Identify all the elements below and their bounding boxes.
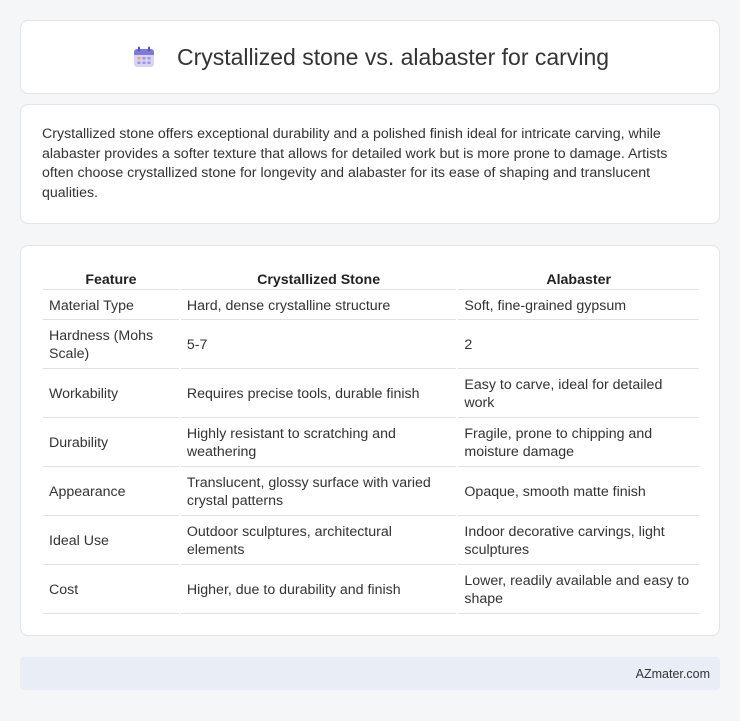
description-card xyxy=(20,104,720,224)
table-row xyxy=(43,469,699,516)
table-row xyxy=(43,322,699,369)
alabaster-cell: Fragile, prone to chipping and moisture damage xyxy=(458,420,699,467)
crystallized-stone-cell: Higher, due to durability and finish xyxy=(181,567,457,614)
table-header-row xyxy=(43,268,699,290)
crystallized-stone-cell: 5-7 xyxy=(181,322,457,369)
page-title: Crystallized stone vs. alabaster for carving xyxy=(176,43,610,70)
alabaster-cell: Lower, readily available and easy to shape xyxy=(458,567,699,614)
alabaster-cell: Opaque, smooth matte finish xyxy=(458,469,699,516)
crystallized-stone-cell: Highly resistant to scratching and weathering xyxy=(181,420,457,467)
footer xyxy=(20,657,720,690)
alabaster-cell: Easy to carve, ideal for detailed work xyxy=(458,371,699,418)
comparison-table xyxy=(41,266,701,616)
table-row xyxy=(43,292,699,320)
table-row xyxy=(43,567,699,614)
table-row xyxy=(43,420,699,467)
table-row xyxy=(43,518,699,565)
feature-cell: Material Type xyxy=(43,292,179,320)
crystallized-stone-cell: Requires precise tools, durable finish xyxy=(181,371,457,418)
crystallized-stone-cell: Hard, dense crystalline structure xyxy=(181,292,457,320)
alabaster-cell: Soft, fine-grained gypsum xyxy=(458,292,699,320)
crystallized-stone-cell: Translucent, glossy surface with varied crystal patterns xyxy=(181,469,457,516)
alabaster-cell: Indoor decorative carvings, light sculptures xyxy=(458,518,699,565)
title-card xyxy=(20,20,720,94)
feature-cell: Workability xyxy=(43,371,179,418)
header-alabaster: Alabaster xyxy=(458,268,699,290)
header-feature: Feature xyxy=(43,268,179,290)
feature-cell: Durability xyxy=(43,420,179,467)
feature-cell: Hardness (Mohs Scale) xyxy=(43,322,179,369)
feature-cell: Cost xyxy=(43,567,179,614)
description-text: Crystallized stone offers exceptional durability and a polished finish ideal for intricate carving, while alabaster provides a softer texture that allows for detailed work but is more prone to damage. Artists often choose crystallized stone for longevity and alabaster for its ease of shaping and translucent qualities. xyxy=(42,126,668,201)
crystallized-stone-cell: Outdoor sculptures, architectural elements xyxy=(181,518,457,565)
table-row xyxy=(43,371,699,418)
feature-cell: Appearance xyxy=(43,469,179,516)
footer-site-link[interactable]: AZmater.com xyxy=(635,666,710,681)
feature-cell: Ideal Use xyxy=(43,518,179,565)
header-crystallized-stone: Crystallized Stone xyxy=(181,268,457,290)
alabaster-cell: 2 xyxy=(458,322,699,369)
calendar-icon xyxy=(131,44,157,70)
comparison-card xyxy=(20,245,720,636)
